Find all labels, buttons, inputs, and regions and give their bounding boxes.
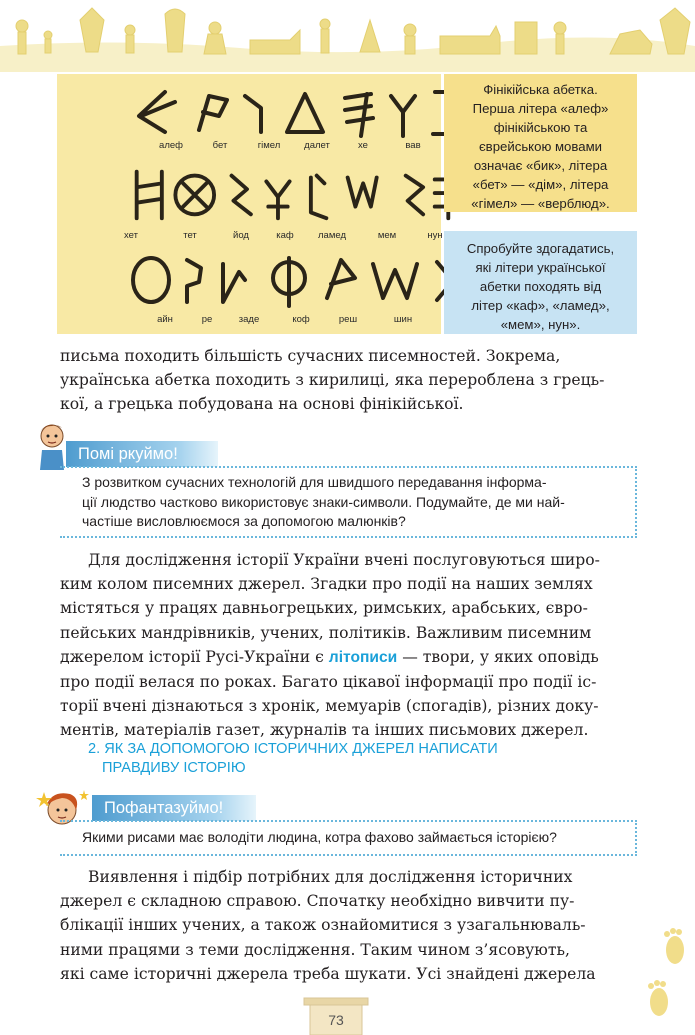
glyph-kaf: [266, 181, 289, 218]
glyph-yod: [232, 176, 251, 215]
glyph-bet: [199, 96, 227, 130]
glyph-nun: [406, 176, 423, 215]
letter-label: хе: [358, 140, 368, 151]
glyph-tsade: [223, 264, 245, 302]
text-line: блікації інших учених, а також ознайомитися з узагальнюваль-: [60, 916, 586, 935]
caption-line: Фінікійська абетка.: [483, 82, 598, 97]
alphabet-caption: [444, 74, 637, 212]
glyph-ayin: [133, 258, 169, 302]
text-line: письма походить більшість сучасних писемностей. Зокрема,: [60, 347, 561, 365]
text-line: З розвитком сучасних технологій для швидшого передавання інформа-: [82, 474, 547, 490]
text-line: пейських мандрівників, учених, політиків. Важливим писемним: [60, 623, 592, 642]
caption-line: єврейською мовами: [478, 139, 603, 154]
phoenician-alphabet-figure: [57, 74, 441, 334]
letter-label: шин: [393, 314, 413, 325]
fantasize-banner-label: Пофантазуймо!: [104, 799, 224, 817]
heading-line: 2. ЯК ЗА ДОПОМОГОЮ ІСТОРИЧНИХ ДЖЕРЕЛ НАПИСАТИ: [88, 741, 498, 757]
glyph-row-3: [127, 250, 487, 310]
text-line: торії вчені дізнаються з хронік, мемуарів (спогадів), різних доку-: [60, 697, 599, 716]
text-line: ції людство частково використовує знаки-символи. Подумайте, де ми най-: [82, 493, 565, 510]
text-line: українська абетка походить з кирилиці, яка перероблена з грець-: [60, 371, 605, 390]
text-line: про події велася по роках. Багато цікавої інформації про події іс-: [60, 673, 597, 692]
glyph-vav: [391, 96, 415, 136]
letter-label: алеф: [159, 140, 183, 151]
caption-line: «бет» — «дім», літера: [472, 177, 609, 192]
think-banner: [66, 441, 218, 467]
fantasize-banner: [92, 795, 256, 821]
heading-line: ПРАВДИВУ ІСТОРІЮ: [102, 760, 246, 776]
glyph-dalet: [287, 94, 323, 132]
text-line: ким колом писемних джерел. Згадки про події на наших землях: [60, 575, 593, 594]
letter-label: йод: [233, 230, 249, 241]
letter-label: тет: [183, 230, 197, 241]
caption-line: означає «бик», літера: [473, 158, 608, 173]
letter-label: заде: [238, 314, 260, 325]
page-number: 73: [328, 1012, 344, 1028]
letter-label: хет: [124, 230, 138, 241]
letter-label: айн: [157, 314, 173, 325]
glyph-row-2: [127, 164, 487, 224]
letter-label: ламед: [318, 230, 346, 241]
letter-label: мем: [377, 230, 397, 241]
letter-label: гімел: [257, 140, 281, 151]
text-line: частіше висловлюємося за допомогою малюнків?: [82, 513, 406, 529]
think-banner-label: Помі ркуймо!: [78, 445, 178, 463]
text-line: ними працями з теми дослідження. Таким чином з’ясовують,: [60, 940, 570, 959]
letter-label: бет: [212, 140, 228, 151]
glyph-het: [137, 172, 162, 218]
letter-label: реш: [338, 314, 358, 325]
caption-line: Спробуйте здогадатись,: [466, 241, 615, 256]
letter-label: коф: [292, 314, 310, 325]
decorative-footprints: [635, 920, 695, 1035]
caption-line: «гімел» — «верблюд».: [471, 196, 610, 211]
text-line: які саме історичні джерела треба шукати. Усі знайдені джерела: [60, 964, 596, 983]
text-line: кої, а грецька побудована на основі фінікійської.: [60, 395, 464, 414]
letter-label: вав: [405, 140, 421, 151]
glyph-resh: [327, 260, 355, 298]
glyph-re: [187, 260, 201, 302]
paragraph-1: [60, 344, 640, 417]
glyph-gimel: [245, 96, 261, 132]
text-line: джерел є складною справою. Спочатку необхідно вивчити пу-: [60, 892, 575, 911]
letter-label: далет: [304, 140, 330, 151]
glyph-mem: [348, 178, 377, 207]
glyph-row-1: [127, 82, 487, 142]
caption-line: літер «каф», «ламед»,: [471, 298, 610, 313]
think-text: Якими рисами має володіти людина, котра фахово займається історією?: [82, 829, 557, 845]
section-heading: [88, 740, 588, 778]
text-line: ментів, матеріалів газет, журналів та інших письмових джерел.: [60, 721, 589, 740]
caption-line: Перша літера «алеф»: [472, 101, 609, 116]
think-box-1: [60, 466, 637, 538]
caption-line: абетки походять від: [479, 279, 602, 294]
caption-line: які літери української: [475, 260, 606, 275]
glyph-shin: [373, 264, 417, 298]
text-line: джерелом історії Русі-України є літописи — твори, у яких оповідь: [60, 647, 599, 666]
question-caption: [444, 231, 637, 334]
caption-line: «мем», нун».: [500, 317, 581, 332]
paragraph-3: [60, 865, 640, 986]
letter-label: ре: [201, 314, 213, 325]
text-line: Для дослідження історії України вчені послуговуються широ-: [88, 551, 600, 569]
glyph-alef: [139, 92, 175, 132]
glyph-he: [345, 94, 373, 136]
key-term: літописи: [328, 648, 398, 666]
text-line: містяться у працях давньогрецьких, римських, арабських, євро-: [60, 599, 588, 618]
glyph-lamed: [311, 176, 326, 219]
paragraph-2: [60, 548, 640, 743]
decorative-top-border: [0, 0, 695, 72]
caption-line: фінікійською та: [493, 120, 588, 135]
letter-label: нун: [427, 230, 443, 241]
text-line: Виявлення і підбір потрібних для дослідження історичних: [88, 868, 573, 886]
letter-label: каф: [276, 230, 294, 241]
think-box-2: [60, 820, 637, 856]
thinking-boy-icon: [34, 420, 68, 470]
think-text: [60, 468, 635, 536]
